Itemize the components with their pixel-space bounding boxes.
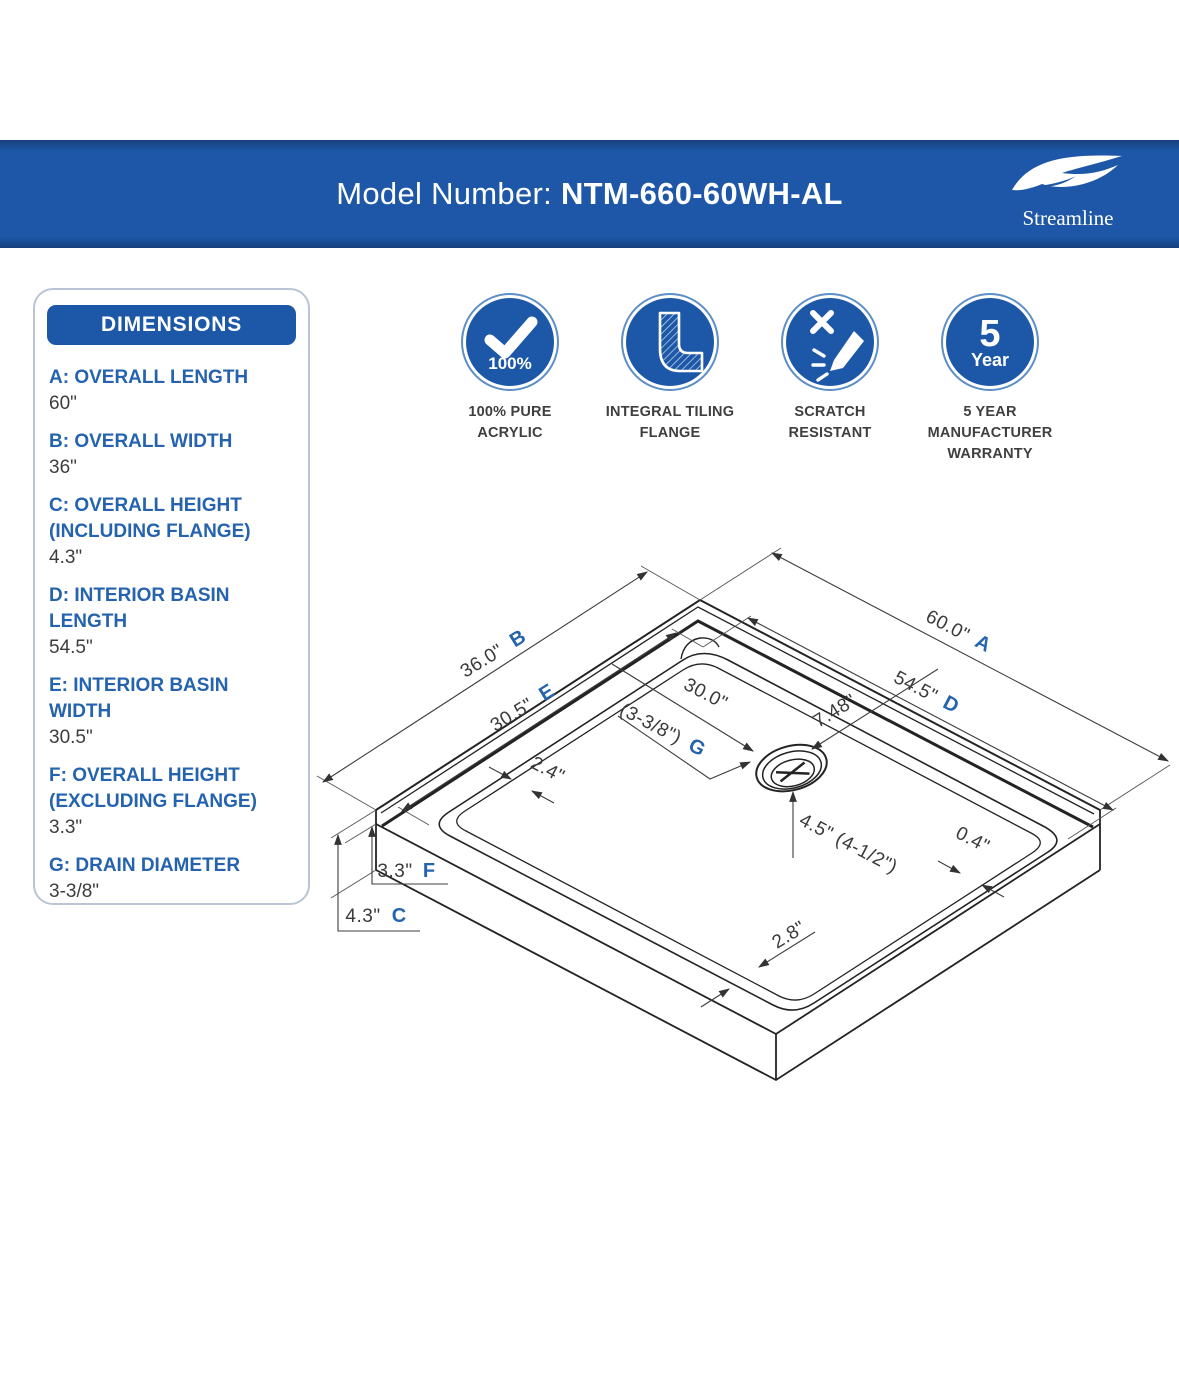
- dimension-labels: [345, 606, 994, 953]
- svg-text:100%: 100%: [488, 354, 532, 373]
- height-excl-flange-label: 3.3": [377, 861, 413, 882]
- drain-diameter-letter: G: [684, 734, 709, 762]
- model-number-value: NTM-660-60WH-AL: [560, 176, 843, 211]
- dimension-value: 30.5": [49, 727, 93, 748]
- border-front-label: 2.8": [768, 917, 810, 954]
- drain-from-left-label: 30.0": [680, 674, 731, 715]
- feature-tiling-flange: [590, 293, 750, 444]
- list-item: [49, 429, 294, 481]
- list-item: [49, 365, 294, 417]
- drain: [751, 738, 832, 799]
- feature-pure-acrylic: [430, 293, 590, 444]
- tiling-flange-icon: [621, 293, 719, 391]
- feature-caption: SCRATCH RESISTANT: [788, 404, 872, 442]
- feature-warranty: [910, 293, 1070, 465]
- overall-length-label: 60.0": [922, 606, 973, 647]
- dimension-label: F: OVERALL HEIGHT (EXCLUDING FLANGE): [49, 765, 257, 812]
- drain-diameter-label: (3-3/8"): [616, 699, 685, 749]
- scratch-resistant-icon: [781, 293, 879, 391]
- feature-scratch-resistant: [750, 293, 910, 444]
- height-excl-flange-letter: F: [422, 860, 436, 882]
- height-incl-flange-label: 4.3": [345, 906, 381, 927]
- checkmark-100-icon: [461, 293, 559, 391]
- dimension-label: G: DRAIN DIAMETER: [49, 855, 241, 876]
- basin-width-label: 30.5": [486, 694, 538, 737]
- dimension-value: 3.3": [49, 817, 83, 838]
- drain-from-wall-label: 7.48": [809, 690, 861, 733]
- dimension-lines-width: [317, 566, 703, 825]
- dimensions-panel-title: DIMENSIONS: [47, 305, 296, 345]
- list-item: [49, 853, 294, 905]
- dimension-label: C: OVERALL HEIGHT (INCLUDING FLANGE): [49, 495, 251, 542]
- dimension-value: 4.3": [49, 547, 83, 568]
- brand-name: Streamline: [1022, 206, 1114, 230]
- feature-badges-row: [430, 293, 1150, 483]
- basin-length-label: 54.5": [890, 667, 941, 708]
- dimension-value: 60": [49, 393, 77, 414]
- svg-text:5: 5: [979, 313, 1001, 355]
- dimension-value: 54.5": [49, 637, 93, 658]
- drain-leader-lines: [612, 664, 938, 858]
- shower-base-technical-drawing: [315, 545, 1179, 1100]
- svg-text:Year: Year: [970, 350, 1010, 370]
- border-right-label: 0.4": [952, 822, 993, 858]
- brand-logo: [1003, 150, 1133, 231]
- list-item: [49, 673, 294, 751]
- dimension-label: B: OVERALL WIDTH: [49, 431, 233, 452]
- dimensions-list: [35, 345, 308, 905]
- header-bar: [0, 140, 1179, 248]
- overall-length-letter: A: [971, 630, 995, 657]
- feature-caption: 100% PURE ACRYLIC: [468, 404, 552, 442]
- list-item: [49, 583, 294, 661]
- dimension-label: E: INTERIOR BASIN WIDTH: [49, 675, 229, 722]
- feature-caption: INTEGRAL TILING FLANGE: [605, 404, 735, 442]
- list-item: [49, 763, 294, 841]
- model-number-label: Model Number:: [336, 176, 561, 211]
- overall-width-letter: B: [505, 625, 530, 653]
- dimensions-panel: [33, 288, 310, 905]
- list-item: [49, 493, 294, 571]
- drain-size-label: 4.5" (4-1/2"): [795, 809, 901, 879]
- border-dimension-arrows: [489, 767, 1004, 1007]
- overall-width-label: 36.0": [456, 640, 508, 683]
- five-year-warranty-icon: [941, 293, 1039, 391]
- basin-width-letter: E: [535, 680, 559, 706]
- dimension-value: 3-3/8": [49, 881, 100, 902]
- dimension-value: 36": [49, 457, 77, 478]
- dimension-label: A: OVERALL LENGTH: [49, 367, 249, 388]
- basin-length-letter: D: [939, 691, 963, 718]
- border-left-label: 2.4": [527, 752, 568, 788]
- dimension-label: D: INTERIOR BASIN LENGTH: [49, 585, 230, 632]
- height-incl-flange-letter: C: [391, 905, 407, 927]
- swoosh-icon: [1003, 150, 1133, 204]
- feature-caption: 5 YEAR MANUFACTURER WARRANTY: [927, 404, 1053, 463]
